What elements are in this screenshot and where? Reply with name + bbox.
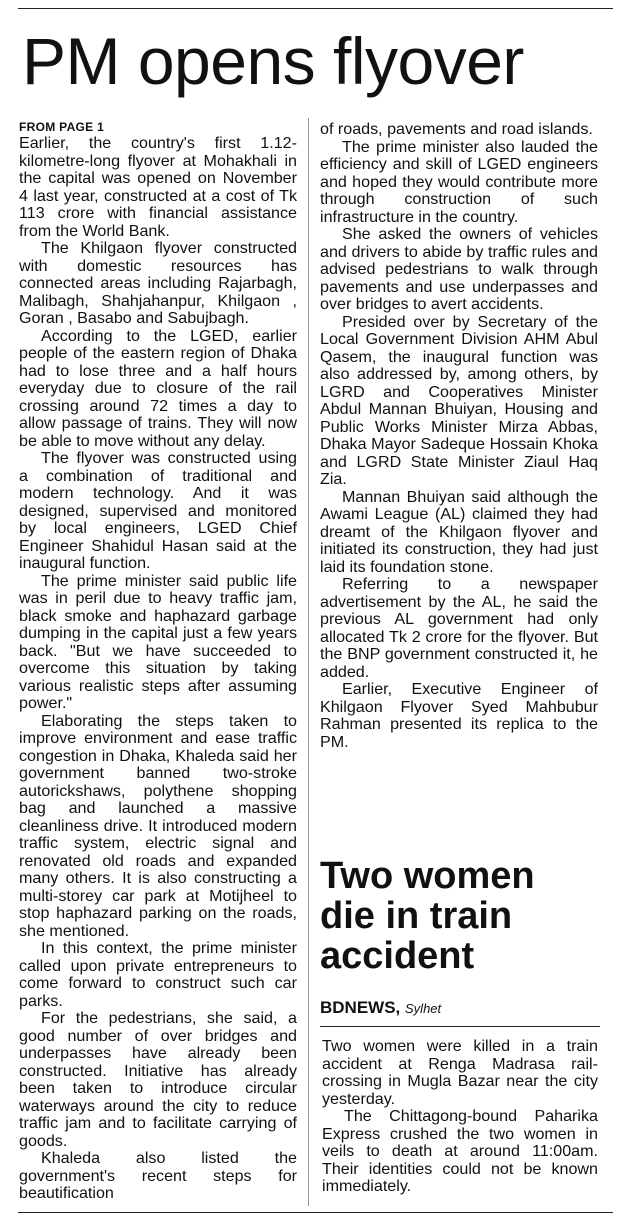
paragraph: Referring to a newspaper advertisement by the AL, he said the previous AL government had only allocated Tk 2 crore for the flyover. But the BNP government constructed it, he added. xyxy=(320,575,598,681)
paragraph: Earlier, Executive Engineer of Khilgaon Flyover Syed Mahbubur Rahman presented its replica to the PM. xyxy=(320,680,598,751)
paragraph: Mannan Bhuiyan said although the Awami League (AL) claimed they had dreamt of the Khilgaon flyover and initiated its construction, they had just laid its foundation stone. xyxy=(320,487,598,576)
column-divider xyxy=(308,118,309,1206)
article-column-1 xyxy=(19,121,297,1203)
article-column-2 xyxy=(320,121,598,751)
byline-agency: BDNEWS, xyxy=(320,998,401,1017)
paragraph: The Khilgaon flyover constructed with domestic resources has connected areas including Rajarbagh, Malibagh, Shahjahanpur, Khilgaon , Goran , Basabo and Sabujbagh. xyxy=(19,239,297,327)
main-headline: PM opens flyover xyxy=(22,24,524,98)
paragraph: The Chittagong-bound Paharika Express crushed the two women in veils to death at around 11:00am. Their identities could not be known immediately. xyxy=(322,1107,598,1195)
paragraph: of roads, pavements and road islands. xyxy=(320,120,593,138)
second-story-body xyxy=(322,1038,598,1196)
paragraph: Elaborating the steps taken to improve environment and ease traffic congestion in Dhaka, Khaleda said her government banned two-stroke autorickshaws, polythene shopping bag and launched a massive cleanliness drive. It introduced modern traffic system, electric signal and renovated old roads and expanded many others. It is also constructing a multi-storey car park at Motijheel to stop haphazard parking on the roads, she mentioned. xyxy=(19,711,297,940)
paragraph: According to the LGED, earlier people of the eastern region of Dhaka had to lose three and a half hours everyday due to closure of the rail crossing around 72 times a day to allow passage of trains. They will now be able to move without any delay. xyxy=(19,326,297,450)
paragraph: The prime minister said public life was in peril due to heavy traffic jam, black smoke and haphazard garbage dumping in the capital just a few years back. "But we have succeeded to overcome this situation by taking various realistic steps after assuming power." xyxy=(19,571,297,712)
paragraph: Two women were killed in a train accident at Renga Madrasa rail-crossing in Mugla Bazar near the city yesterday. xyxy=(322,1037,598,1108)
paragraph: The prime minister also lauded the efficiency and skill of LGED engineers and hoped they would contribute more through construction of such infrastructure in the country. xyxy=(320,137,598,226)
second-headline: Two women die in train accident xyxy=(320,855,535,977)
byline-rule xyxy=(320,1026,600,1027)
paragraph: Khaleda also listed the government's recent steps for beautification xyxy=(19,1149,297,1202)
paragraph: For the pedestrians, she said, a good number of over bridges and underpasses have already been constructed. Initiative has already been taken to introduce circular waterways around the city to reduce traffic jam and to facilitate carrying of goods. xyxy=(19,1009,297,1150)
paragraph: The flyover was constructed using a combination of traditional and modern technology. And it was designed, supervised and monitored by local engineers, LGED Chief Engineer Shahidul Hasan said at the inaugural function. xyxy=(19,449,297,572)
paragraph: She asked the owners of vehicles and drivers to abide by traffic rules and advised pedestrians to walk through pavements and use underpasses and over bridges to avert accidents. xyxy=(320,225,598,313)
byline-place: Sylhet xyxy=(405,1001,442,1016)
byline xyxy=(320,998,441,1019)
paragraph: Presided over by Secretary of the Local Government Division AHM Abul Qasem, the inaugural function was also addressed by, among others, by LGRD and Cooperatives Minister Abdul Mannan Bhuiyan, Housing and Public Works Minister Mirza Abbas, Dhaka Mayor Sadeque Hossain Khoka and LGRD State Minister Ziaul Haq Zia. xyxy=(320,312,598,488)
bottom-rule xyxy=(18,1212,613,1213)
top-rule xyxy=(18,8,613,9)
paragraph: Earlier, the country's first 1.12-kilometre-long flyover at Mohakhali in the capital was opened on November 4 last year, constructed at a cost of Tk 113 crore with financial assistance from the World Bank. xyxy=(19,134,297,240)
paragraph: In this context, the prime minister called upon private entrepreneurs to come forward to construct such car parks. xyxy=(19,939,297,1010)
continued-from-label: FROM PAGE 1 xyxy=(19,120,105,134)
